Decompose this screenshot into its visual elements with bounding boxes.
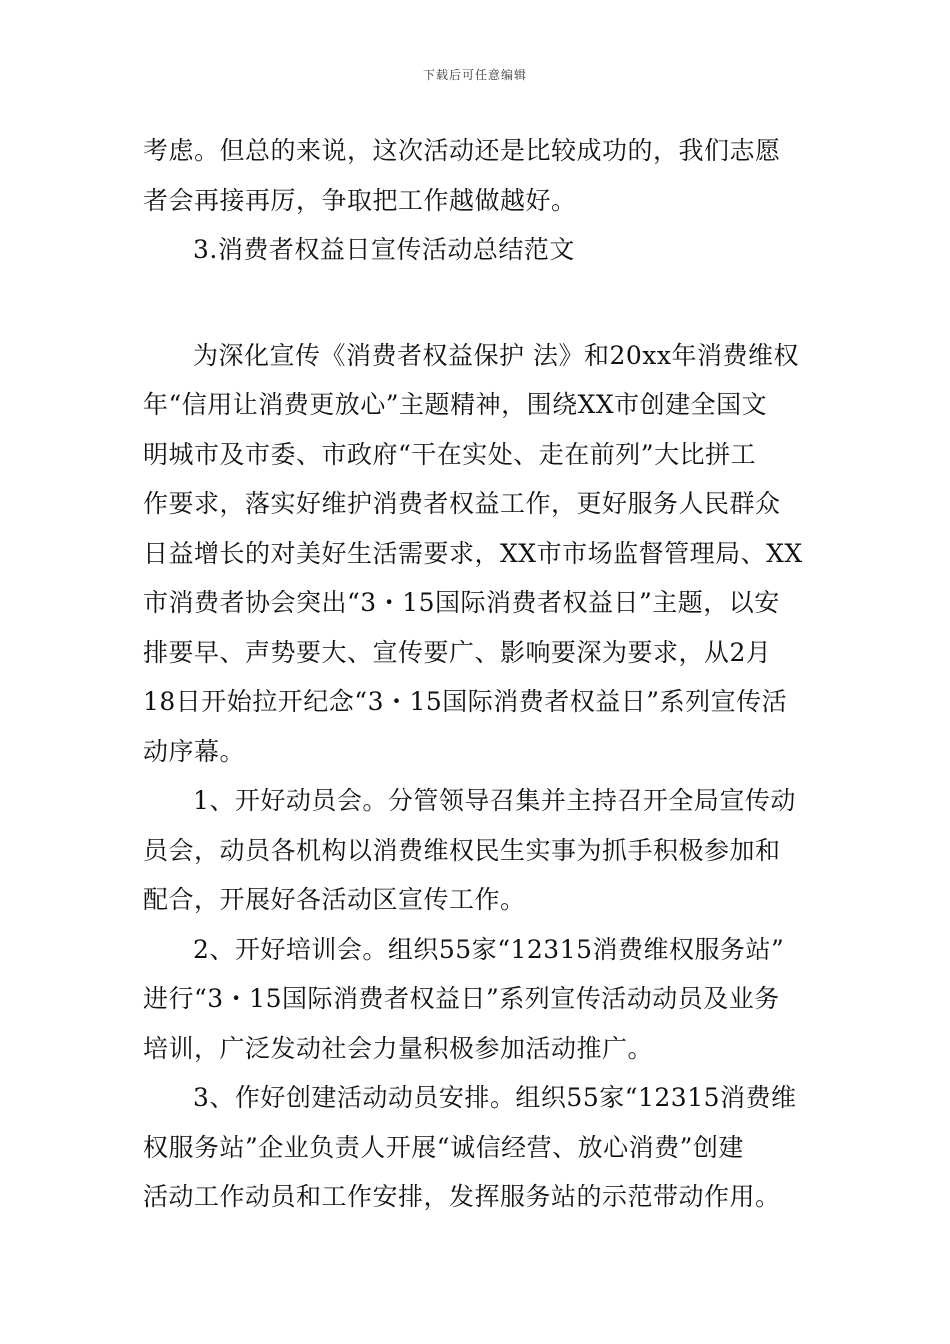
text-line: 员会，动员各机构以消费维权民生实事为抓手积极参加和 [143, 835, 781, 865]
text-line: 作要求，落实好维护消费者权益工作，更好服务人民群众 [143, 489, 781, 518]
page-header-note: 下载后可任意编辑 [422, 68, 527, 82]
text-line: 为深化宣传《消费者权益保护 法》和20xx年消费维权 [193, 340, 799, 370]
text-line: 动序幕。 [143, 736, 246, 766]
text-line: 3、作好创建活动动员安排。组织55家“12315消费维 [193, 1083, 797, 1112]
text-line: 排要早、声势要大、宣传要广、影响要深为要求，从2月 [143, 637, 772, 667]
text-line: 明城市及市委、市政府“干在实处、走在前列”大比拼工 [143, 439, 757, 469]
text-line: 2、开好培训会。组织55家“12315消费维权服务站” [193, 934, 785, 964]
document-body [143, 126, 809, 1222]
text-line: 进行“3・15国际消费者权益日”系列宣传活动动员及业务 [143, 984, 780, 1013]
text-line: 1、开好动员会。分管领导召集并主持召开全局宣传动 [193, 786, 796, 815]
text-line: 权服务站”企业负责人开展“诚信经营、放心消费”创建 [143, 1132, 744, 1162]
text-line: 配合，开展好各活动区宣传工作。 [143, 885, 526, 914]
blank-spacer [143, 275, 809, 331]
text-line: 培训，广泛发动社会力量积极参加活动推广。 [143, 1033, 654, 1063]
section-heading: 3.消费者权益日宣传活动总结范文 [193, 235, 575, 264]
text-line: 者会再接再厉，争取把工作越做越好。 [143, 185, 577, 215]
text-line: 活动工作动员和工作安排，发挥服务站的示范带动作用。 [143, 1182, 781, 1211]
text-line: 考虑。但总的来说，这次活动还是比较成功的，我们志愿 [143, 136, 781, 165]
text-line: 年“信用让消费更放心”主题精神，围绕XX市创建全国文 [143, 390, 768, 419]
text-line: 市消费者协会突出“3・15国际消费者权益日”主题，以安 [143, 588, 780, 617]
text-line: 日益增长的对美好生活需要求，XX市市场监督管理局、XX [143, 538, 803, 568]
text-line: 18日开始拉开纪念“3・15国际消费者权益日”系列宣传活 [143, 687, 788, 716]
